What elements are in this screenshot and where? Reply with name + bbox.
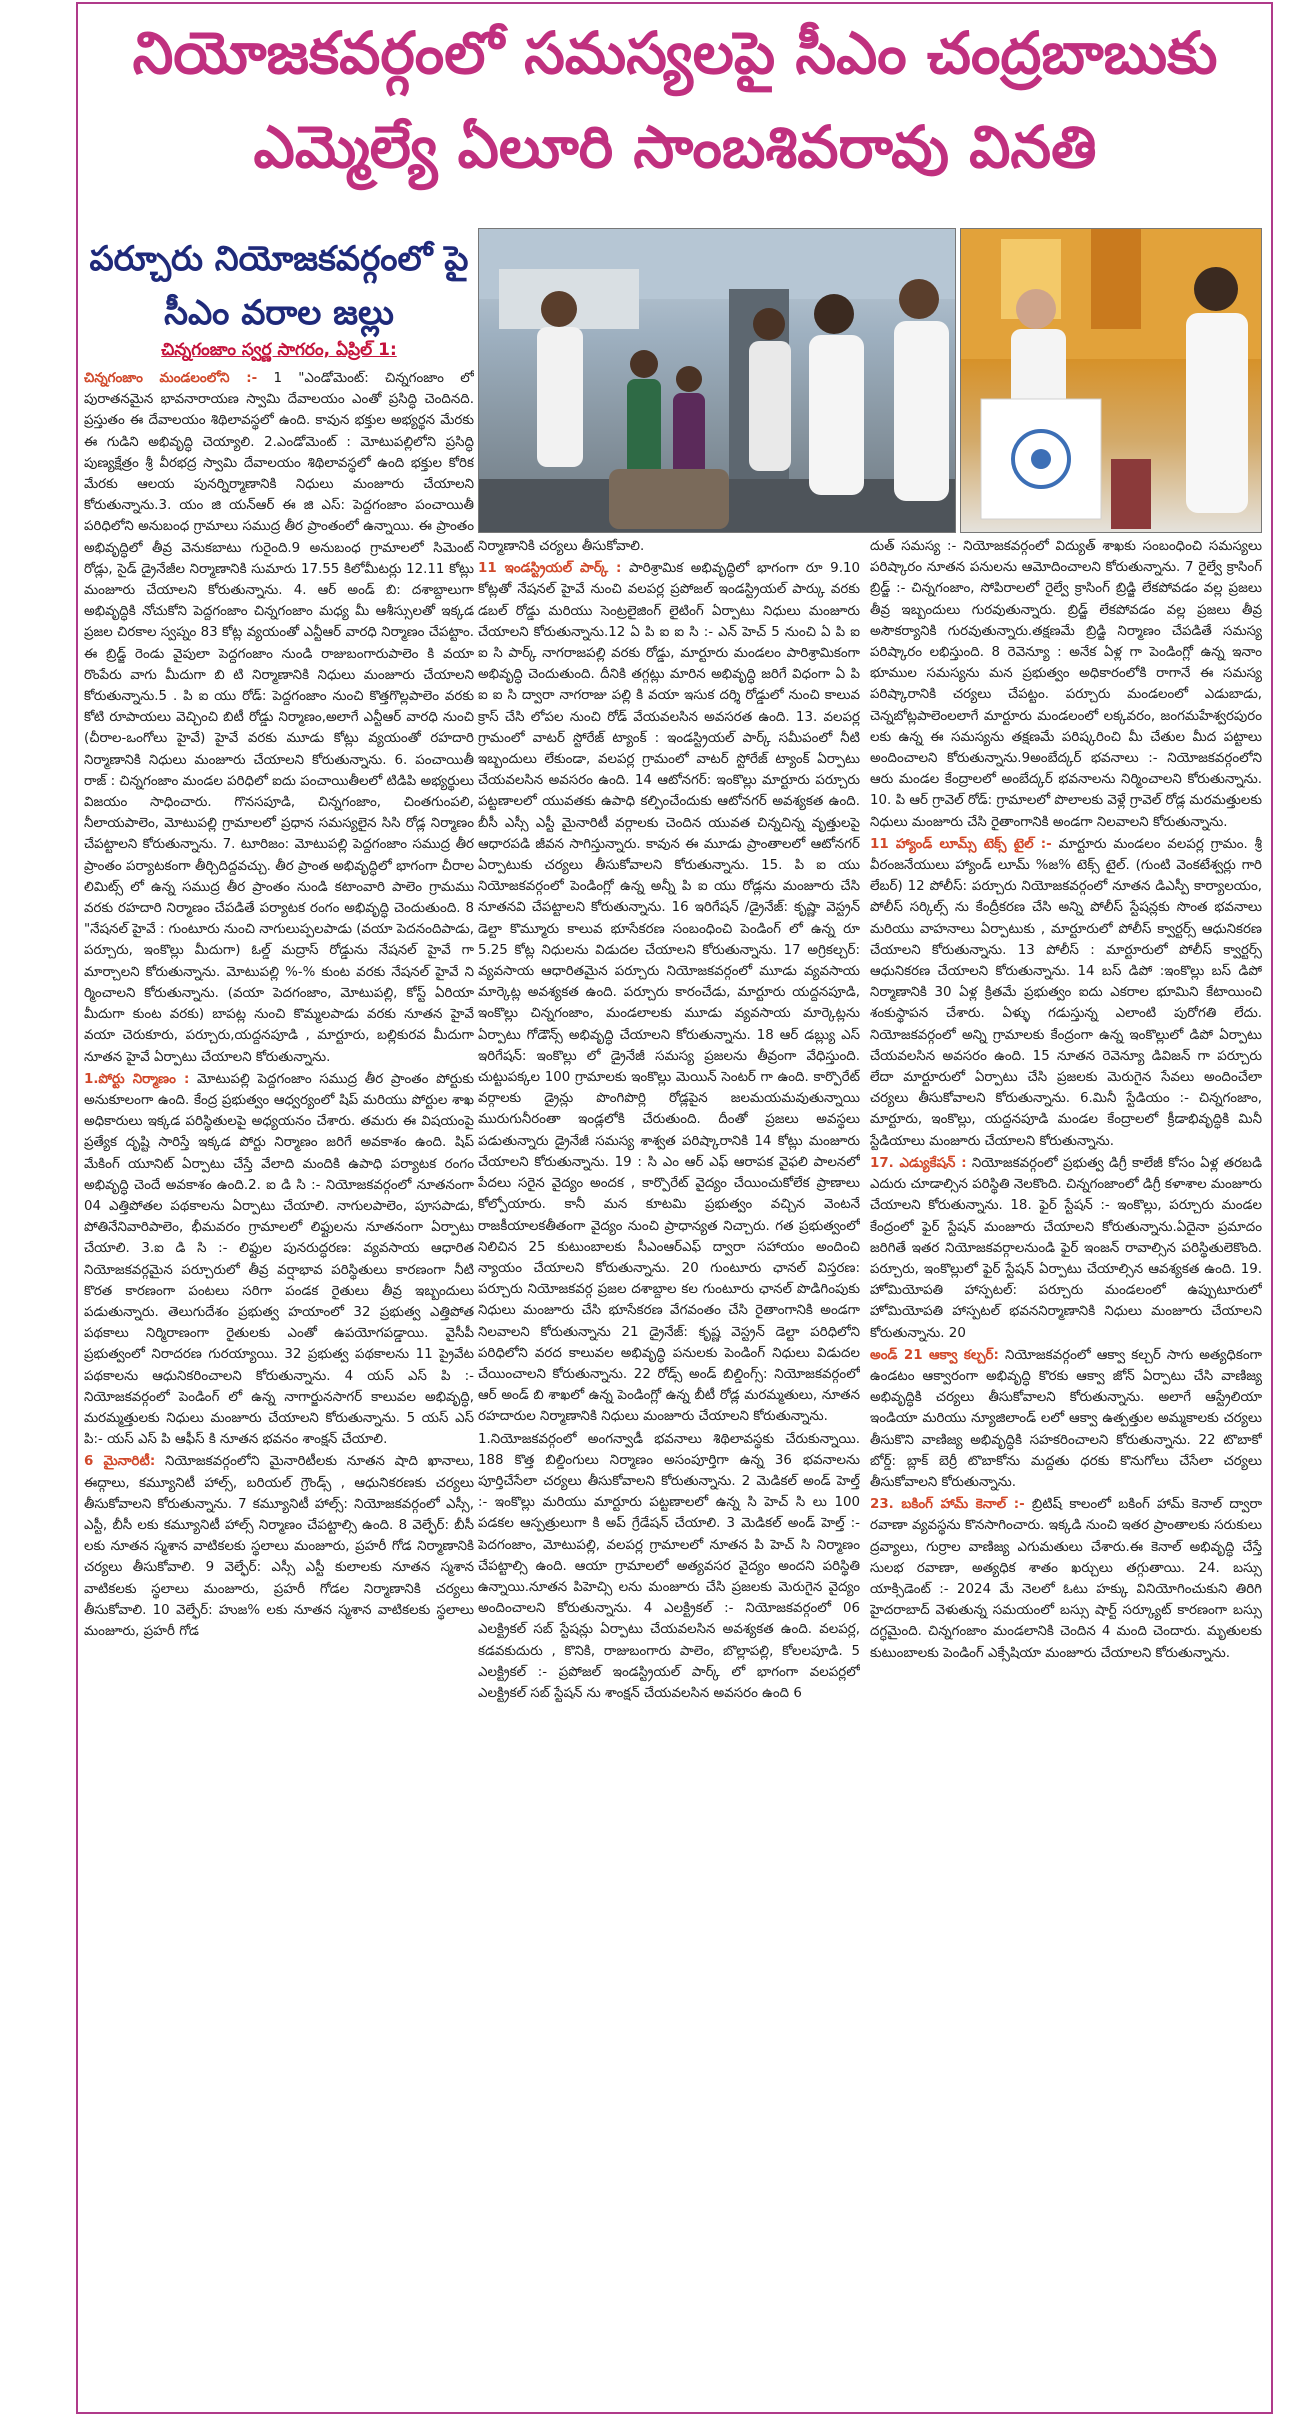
column1-lead-3: 6 మైనారిటీ: — [84, 1454, 156, 1470]
article-column-2 — [478, 536, 860, 2408]
column1-paragraph-3 — [84, 1451, 474, 1642]
article-column-3 — [870, 536, 1262, 2408]
column1-text-2: మోటుపల్లి పెద్దగంజాం సముద్ర తీర ప్రాంతం పోర్టుకు అనుకూలంగా ఉంది. కేంద్ర ప్రభుత్వం ఆధ్వర్యంలో షిప్ మరియు పోర్టుల శాఖ అధికారులు ఇక్కడ పరిస్థితులపై అధ్యయనం చేశారు. తమరు ఈ విషయంపై ప్రత్యేక దృష్టి సారిస్తే ఇక్కడ పోర్టు నిర్మాణం జరిగే అవకాశం ఉంది. షిప్ మేకింగ్ యూనిట్ ఏర్పాటు చేస్తే వేలాది మందికి ఉపాధి పర్యాటక రంగం అభివృద్ధి చెందే అవకాశం ఉంది.2. ఐ డి సి :- నియోజకవర్గంలో నూతనంగా 04 ఎత్తిపోతల పథకాలను ఏర్పాటు చేయాలి. నాగులపాలెం, పూసపాడు, పోతినేనివారిపాలెం, భీమవరం గ్రామాలలో లిఫ్టులను నూతనంగా ఏర్పాటు చేయాలి. 3.ఐ డి సి :- లిఫ్టుల పునరుద్ధరణ: వ్యవసాయ ఆధారిత నియోజకవర్గమైన పర్చూరులో తీవ్ర వర్షాభావ పరిస్థితులు కారణంగా నీటి కొరత కారణంగా పంటలు సరిగా పండక రైతులు తీవ్ర ఇబ్బందులు పడుతున్నారు. తెలుగుదేశం ప్రభుత్వ హయాంలో 32 ప్రభుత్వ ఎత్తిపోత పథకాలు నిర్మిరాణంగా రైతులకు ఎంతో ఉపయోగపడ్డాయి. వైసీపీ ప్రభుత్వంలో నిరాదరణ గురయ్యాయి. 32 ప్రభుత్వ పథకాలను 11 ప్రైవేట పథకాలను ఆధునికరించాలని కోరుతున్నాను. 4 యస్ ఎస్ పి :- నియోజకవర్గంలో పెండింగ్ లో ఉన్న నాగార్జునసాగర్ కాలువల అభివృద్ధి, మరమ్మత్తులకు నిధులు మంజూరు చేయాలని కోరుతున్నాను. 5 యస్ ఎస్ పి:- యస్ ఎస్ పి ఆఫీస్ కి నూతన భవనం శాంక్షన్ చేయాలి. — [84, 1071, 474, 1448]
column3-paragraph-2 — [870, 834, 1262, 1152]
column3-paragraph-3 — [870, 1153, 1262, 1344]
column3-text-4: నియోజకవర్గంలో ఆక్వా కల్చర్ సాగు అత్యధికంగా ఉండటం ఆక్వారంగా అభివృద్ధి కొరకు ఆక్వా జోన్ ఏర్పాటు చేసి వాణిజ్య అభివృద్ధికి చర్యలు తీసుకోవాలని కోరుతున్నాను. అలాగే ఆస్ట్రేలియా ఇండియా మరియు న్యూజిలాండ్ లలో ఆక్వా ఉత్పత్తుల అమ్మకాలకు చర్యలు తీసుకొని వాణిజ్య అభివృద్ధికి సహకరించాలని కోరుతున్నాను. 22 టొబాకో బోర్డ్: బ్లాక్ బెర్రీ టొబాకోను మద్దతు ధరకు కొనుగోలు చేసేలా చర్యలు తీసుకోవాలని కోరుతున్నాను. — [870, 1347, 1262, 1490]
column1-lead-2: 1.పోర్టు నిర్మాణం : — [84, 1071, 190, 1087]
headline — [80, 8, 1270, 190]
column3-paragraph-1: దుత్ సమస్య :- నియోజకవర్గంలో విద్యుత్ శాఖకు సంబంధించి సమస్యలు పరిష్కారం నూతన పనులను ఆమోదించాలని కోరుతున్నాను. 7 రైల్వే క్రాసింగ్ బ్రిడ్జ్ :- చిన్నగంజాం, సోపిరాలలో రైల్వే క్రాసింగ్ బ్రిడ్జి లేకపోవడం వల్ల ప్రజలు తీవ్ర ఇబ్బందులు గురవుతున్నారు. బ్రిడ్జ్ లేకపోవడం వల్ల ప్రజలు తీవ్ర అసౌకర్యానికి గురవుతున్నారు.తక్షణమే బ్రిడ్జి నిర్మాణం చేపడితే సమస్య పరిష్కారం లభిస్తుంది. 8 రెవెన్యూ : అనేక ఏళ్ల గా పెండింగ్లో ఉన్న ఇనాం భూముల సమస్యను మన ప్రభుత్వం అధికారంలోకి రాగానే ఈ సమస్య పరిష్కారానికి చర్యలు చేపట్టం. పర్చూరు మండలంలో ఎడుబాడు, చెన్నబోట్లపాలెంలలాగే మార్టూరు మండలంలో లక్కవరం, జంగమహేశ్వరపురం లకు ఉన్న ఈ సమస్యను తక్షణమే పరిష్కరించి మీ చేతుల మీద పట్టాలు అందించాలని కోరుతున్నాను.9అంబేద్కర్ భవనాలు :- నియోజకవర్గంలోని ఆరు మండల కేంద్రాలలో అంబేద్కర్ భవనాలను నిర్మించాలని కోరుతున్నాను. 10. పి ఆర్ గ్రావెల్ రోడ్: గ్రామాలలో పొలాలకు వెళ్లే గ్రావెల్ రోడ్ల మరమత్తులకు నిధులు మంజూరు చేసి రైతాంగానికి అండగా నిలవాలని కోరుతున్నాను. — [870, 539, 1262, 830]
column3-lead-4: అండ్ 21 ఆక్వా కల్చర్: — [870, 1347, 999, 1363]
column3-lead-3: 17. ఎడ్యుకేషన్ : — [870, 1155, 967, 1171]
headline-line-2: ఎమ్మెల్యే ఏలూరి సాంబశివరావు వినతి — [253, 113, 1097, 181]
article-column-1 — [84, 368, 474, 2408]
column3-lead-2: 11 హ్యాండ్ లూమ్స్ టెక్స్ టైల్ :- — [870, 836, 1052, 852]
dateline: చిన్నగంజాం స్వర్ణ సాగరం, ఏప్రిల్ 1: — [161, 340, 397, 360]
column3-lead-5: 23. బకింగ్ హామ్ కెనాల్ :- — [870, 1497, 1025, 1513]
subheadline — [84, 232, 474, 340]
column1-paragraph-1 — [84, 368, 474, 1068]
column3-paragraph-4 — [870, 1345, 1262, 1493]
subheadline-line-2: సీఎం వరాల జల్లు — [164, 293, 394, 333]
column3-text-2: మార్టూరు మండలం వలపర్ల గ్రామం. శ్రీ వీరంజనేయులు హ్యాండ్ లూమ్ %జ% టెక్స్ టైల్. (గుంటి వెంకటేశ్వర్లు గారి లేబర్) 12 పోలీస్: పర్చూరు నియోజకవర్గంలో నూతన డిఎస్పీ కార్యాలయం, పోలీస్ సర్కిల్స్ ను కేంద్రీకరణ చేసి అన్ని పోలీస్ స్టేషన్లకు సొంత భవనాలు మరియు వాహనాలు ఏర్పాటుకు , మార్టూరులో పోలీస్ క్వార్టర్స్ ఆధునికరణ చేయాలని కోరుతున్నాను. 13 పోలీస్ : మార్టూరులో పోలీస్ క్వార్టర్స్ ఆధునికరణ చేయాలని కోరుతున్నాను. 14 బస్ డిపో :ఇంకొల్లు బస్ డిపో నిర్మాణానికి 30 ఏళ్ల క్రితమే ప్రభుత్వం ఐదు ఎకరాల భూమిని కేటాయించి శంకుస్థాపన చేశారు. ఏళ్ళు గడుస్తున్న ఎలాంటి పురోగతి లేదు. నియోజకవర్గంలో అన్ని గ్రామాలకు కేంద్రంగా ఉన్న ఇంకొల్లులో డిపో ఏర్పాటు చేయవలసిన అవసరం ఉంది. 15 నూతన రెవెన్యూ డివిజన్ గా పర్చూరు లేదా మార్టూరులో ఏర్పాటు చేసి ప్రజలకు మెరుగైన సేవలు అందించేలా చర్యలు తీసుకోవాలని కోరుతున్నాను. 6.మినీ స్టేడియం :- చిన్నగంజాం, మార్టూరు, ఇంకొల్లు, యద్దనపూడి మండల కేంద్రాలలో క్రీడాభివృద్ధికి మినీ స్టేడియాలు మంజూరు చేయాలని కోరుతున్నాను. — [870, 836, 1262, 1149]
photo-icon — [479, 229, 956, 533]
column1-lead-1: చిన్నగంజాం మండలంలోని :- — [84, 371, 258, 386]
headline-line-1: నియోజకవర్గంలో సమస్యలపై సీఎం చంద్రబాబుకు — [132, 19, 1218, 87]
column3-text-5: బ్రిటిష్ కాలంలో బకింగ్ హామ్ కెనాల్ ద్వారా రవాణా వ్యవస్థను కొనసాగించారు. ఇక్కడి నుంచి ఇతర ప్రాంతాలకు సరుకులు ద్రవ్యాలు, గుర్రాల వాణిజ్య ఎగుమతులు చేశారు.ఈ కెనాల్ అభివృద్ధి చేస్తే సులభ రవాణా, అత్యధిక శాతం ఖర్చులు తగ్గుతాయి. 24. బస్సు యాక్సిడెంట్ :- 2024 మే నెలలో ఓటు హక్కు వినియోగించుకుని తిరిగి హైదరాబాద్ వెళుతున్న సమయంలో బస్సు షార్ట్ సర్క్యూట్ కారణంగా బస్సు దగ్ధమైంది. చిన్నగంజాం మండలానికి చెందిన 4 మంది చెందారు. మృతులకు కుటుంబాలకు పెండింగ్ ఎక్సేషియా మంజూరు చేయాలని కోరుతున్నాను. — [870, 1497, 1262, 1661]
column2-paragraph-1 — [478, 558, 860, 1427]
column3-paragraph-5 — [870, 1494, 1262, 1664]
column2-text-1: పారిశ్రామిక అభివృద్ధిలో భాగంగా రూ 9.10 కోట్లతో నేషనల్ హైవే నుంచి వలపర్ల ప్రపోజల్ ఇండస్ట్రియల్ పార్కు వరకు డబల్ రోడ్డు మరియు సెంట్రలైజింగ్ లైటింగ్ ఏర్పాటు నిధులు మంజూరు చేయాలని కోరుతున్నాను.12 ఏ పి ఐ ఐ సి :- ఎన్ హెచ్ 5 నుంచి ఏ పి ఐ ఐ సి పార్క్ నాగరాజపల్లి వరకు రోడ్డు, మార్టూరు మండలం పారిశ్రామికంగా అభివృద్ధి చెందుతుంది. దీనికి తగ్గట్లు మారిన అభివృద్ధి జరిగే విధంగా ఏ పి ఐ ఐ సి ద్వారా నాగరాజు పల్లి కి వయా ఇసుక దర్శి రోడ్డులో నుంచి కాలువ క్రాస్ చేసి లోపల నుంచి రోడ్ వేయవలసిన అవసరత ఉంది. 13. వలపర్ల గ్రామంలో వాటర్ స్టోరేజ్ ట్యాంక్ : ఇండస్ట్రియల్ పార్క్ సమీపంలో నీటి ఇబ్బందులు లేకుండా, వలపర్ల గ్రామంలో వాటర్ స్టోరేజ్ ట్యాంక్ ఏర్పాటు చేయవలసిన అవసరం ఉంది. 14 ఆటోనగర్: ఇంకొల్లు మార్టూరు పర్చూరు పట్టణాలలో యువతకు ఉపాధి కల్పించేందుకు ఆటోనగర్ అవశ్యకత ఉంది. బీసీ ఎస్సీ ఎస్టీ మైనారిటీ వర్గాలకు చెందిన యువత చిన్నచిన్న వృత్తులపై ఆధారపడి జీవన సాగిస్తున్నారు. కావున ఈ మూడు ప్రాంతాలలో ఆటోనగర్ ఏర్పాటుకు చర్యలు తీసుకోవాలని కోరుతున్నాను. 15. పి ఐ యు నియోజకవర్గంలో పెండింగ్లో ఉన్న అన్నీ పి ఐ యు రోడ్లను మంజూరు చేసి నూతనవి చేపట్టాలని కోరుతున్నాను. 16 ఇరిగేషన్ /డ్రైనేజ్: కృష్ణా వెస్ట్రన్ డెల్టా కొమ్మూరు కాలువ భూసేకరణ సంబంధించి పెండింగ్ లో ఉన్న రూ 5.25 కోట్ల నిధులను విడుదల చేయాలని కోరుతున్నాను. 17 అగ్రికల్చర్: వ్యవసాయ ఆధారితమైన పర్చూరు నియోజకవర్గంలో మూడు వ్యవసాయ మార్కెట్ల అవశ్యకత ఉంది. పర్చూరు కారంచేడు, మార్టూరు యద్దనపూడి, ఇంకొల్లు చిన్నగంజాం, మండలాలకు మూడు వ్యవసాయ మార్కెట్లను ఏర్పాటు గోడౌన్స్ అభివృద్ధి చేయాలని కోరుతున్నాను. 18 ఆర్ డబ్ల్యు ఎస్ ఇరిగేషన్: ఇంకొల్లు లో డ్రైనేజీ సమస్య ప్రజలను తీవ్రంగా వేధిస్తుంది. చుట్టుపక్కల 100 గ్రామాలకు ఇంకొల్లు మెయిన్ సెంటర్ గా ఉంది. కార్పొరేట్ వర్గాలకు డ్రైన్లు పొంగిపొర్లి రోడ్లపైన జలమయమవుతున్నాయి మురుగునీరంతా ఇండ్లలోకి చేరుతుంది. దీంతో ప్రజలు అవస్థలు పడుతున్నారు డ్రైనేజీ సమస్య శాశ్వత పరిష్కారానికి 14 కోట్లు మంజూరు చేయాలని కోరుతున్నాను. 19 : సి ఎం ఆర్ ఎఫ్ ఆరాపక వైఫలి పాలనలో పేదలు సరైన వైద్యం అందక , కార్పొరేట్ వైద్యం చేయించుకోలేక ప్రాణాలు కోల్పోయారు. కానీ మన కూటమి ప్రభుత్వం వచ్చిన వెంటనే రాజకీయాలకతీతంగా వైద్యం నుంచి ప్రాధాన్యత నిచ్చారు. గత ప్రభుత్వంలో నిలిచిన 25 కుటుంబాలకు సీఎంఆర్ఎఫ్ ద్వారా సహాయం అందించి న్యాయం చేయాలని కోరుతున్నాను. 20 గుంటూరు ఛానల్ విస్తరణ: పర్చూరు నియోజకవర్గ ప్రజల దశాబ్దాల కల గుంటూరు ఛానల్ పొడిగింపుకు నిధులు మంజూరు చేసి భూసేకరణ వేగవంతం చేసి రైతాంగానికి అండగా నిలవాలని కోరుతున్నాను 21 డ్రైనేజ్: కృష్ణ వెస్ట్రన్ డెల్టా పరిధిలోని పరిధిలోని వరద కాలువల అభివృద్ధి పనులకు పెండింగ్ నిధులు విడుదల చేయించాలని కోరుతున్నాను. 22 రోడ్స్ అండ్ బిల్డింగ్స్: నియోజకవర్గంలో ఆర్ అండ్ బి శాఖలో ఉన్న పెండింగ్లో ఉన్న బీటీ రోడ్ల మరమ్మతులు, నూతన రహదారుల నిర్మాణానికి నిధులు మంజూరు చేయాలని కోరుతున్నాను. — [478, 561, 860, 1425]
photo-visit — [478, 228, 956, 533]
photo-stage — [960, 228, 1262, 533]
column1-text-3: నియోజకవర్గంలోని మైనారిటీలకు నూతన షాది ఖానాలు, ఈద్గాలు, కమ్యూనిటీ హాల్స్, బరియల్ గ్రౌండ్స్ , ఆధునికరణకు చర్యలు తీసుకోవాలని కోరుతున్నాను. 7 కమ్యూనిటీ హాల్స్: నియోజకవర్గంలో ఎస్సీ, ఎస్టీ, బీసీ లకు కమ్యూనిటీ హాల్స్ నిర్మాణం చేపట్టాల్సి ఉంది. 8 వెల్ఫేర్: బీసీ లకు నూతన స్మశాన వాటికలకు స్థలాలు మంజూరు, ప్రహరీ గోడ నిర్మాణానికి చర్యలు తీసుకోవాలి. 9 వెల్ఫేర్: ఎస్సీ ఎస్టీ కులాలకు నూతన స్మశాన వాటికలకు స్థలాలు మంజూరు, ప్రహరీ గోడల నిర్మాణానికి చర్యలు తీసుకోవాలి. 10 వెల్ఫేర్: హుజ% లకు నూతన స్మశాన వాటికలకు స్థలాలు మంజూరు, ప్రహరీ గోడ — [84, 1454, 474, 1639]
column2-lead-1: 11 ఇండస్ట్రియల్ పార్క్ : — [478, 561, 622, 577]
column3-text-3: నియోజకవర్గంలో ప్రభుత్వ డిగ్రీ కాలేజీ కోసం ఏళ్ల తరబడి ఎదురు చూడాల్సిన పరిస్థితి నెలకొంది. చిన్నగంజాంలో డిగ్రీ కళాశాల మంజూరు చేయాలని కోరుతున్నాను. 18. ఫైర్ స్టేషన్ :- ఇంకొల్లు, పర్చూరు మండల కేంద్రంలో ఫైర్ స్టేషన్ మంజూరు చేయాలని కోరుతున్నాను.ఏదైనా ప్రమాదం జరిగితే ఇతర నియోజకవర్గాలనుండి ఫైర్ ఇంజన్ రావాల్సిన పరిస్థితులెకొంది. పర్చూరు, ఇంకొల్లులో ఫైర్ స్టేషన్ ఏర్పాటు చేయాల్సిన ఆవశ్యకత ఉంది. 19. హోమియోపతి హాస్పటల్: పర్చూరు మండలంలో ఉప్పుటూరులో హోమియోపతి హాస్పటల్ భవననిర్మాణానికి నిధులు మంజూరు చేయాలని కోరుతున్నాను. 20 — [870, 1155, 1262, 1341]
photo-icon — [961, 229, 1262, 533]
column2-paragraph-0: నిర్మాణానికి చర్యలు తీసుకోవాలి. — [478, 539, 645, 554]
subheadline-line-1: పర్చూరు నియోజకవర్గంలో పై — [89, 239, 469, 279]
column2-paragraph-2: 1.నియోజకవర్గంలో అంగన్వాడీ భవనాలు శిథిలావస్థకు చేరుకున్నాయి. 188 కొత్త బిల్డింగులు నిర్మాణం అసంపూర్తిగా ఉన్న 36 భవనాలను పూర్తిచేసేలా చర్యలు తీసుకోవాలని కోరుతున్నాను. 2 మెడికల్ అండ్ హెల్త్ :- ఇంకొల్లు మరియు మార్టూరు పట్టణాలలో ఉన్న సి హెచ్ సి లు 100 పడకల ఆస్పత్రులుగా కి అప్ గ్రేడేషన్ చేయాలి. 3 మెడికల్ అండ్ హెల్త్ :- పెదగంజాం, మోటుపల్లి, వలపర్ల గ్రామాలలో నూతన పి హెచ్ సి నిర్మాణం చేపట్టాల్సి ఉంది. ఆయా గ్రామాలలో అత్యవసర వైద్యం అందని పరిస్థితి ఉన్నాయి.నూతన పిహెచ్సి లను మంజూరు చేసి ప్రజలకు మెరుగైన వైద్యం అందించాలని కోరుతున్నాను. 4 ఎలక్ట్రికల్ :- నియోజకవర్గంలో 06 ఎలక్ట్రికల్ సబ్ స్టేషన్లు ఏర్పాటు చేయవలసిన అవశ్యకత ఉంది. వలపర్ల, కడవకుదురు , కొనికి, రాజుబంగారు పాలెం, బొల్లాపల్లి, కోలలపూడి. 5 ఎలక్ట్రికల్ :- ప్రపోజల్ ఇండస్ట్రియల్ పార్క్ లో భాగంగా వలపర్లలో ఎలక్ట్రికల్ సబ్ స్టేషన్ ను శాంక్షన్ చేయవలసిన అవసరం ఉంది 6 — [478, 1431, 860, 1701]
column1-paragraph-2 — [84, 1069, 474, 1451]
column1-text-1: 1 "ఎండోమెంట్: చిన్నగంజాం లో పురాతనమైన భావనారాయణ స్వామి దేవాలయం ఎంతో ప్రసిద్ధి చెందినది. ప్రస్తుతం ఈ దేవాలయం శిథిలావస్థలో ఉంది. కావున భక్తుల అభ్యర్థన మేరకు ఈ గుడిని అభివృద్ధి చెయ్యాలి. 2.ఎండోమెంట్ : మోటుపల్లిలోని ప్రసిద్ధి పుణ్యక్షేత్రం శ్రీ వీరభద్ర స్వామి దేవాలయం శిథిలావస్థలో ఉంది భక్తుల కోరిక మేరకు ఆలయ పునర్నిర్మాణానికి నిధులు మంజూరు చేయాలని కోరుతున్నాను.3. యం జి యన్ఆర్ ఈ జి ఎస్: పెద్దగంజాం పంచాయితీ పరిధిలోని అనుబంధ గ్రామాలు సముద్ర తీర ప్రాంతంలో ఉన్నాయి. ఈ ప్రాంతం అభివృద్ధిలో తీవ్ర వెనుకబాటు గురైంది.9 అనుబంధ గ్రామాలలో సిమెంట్ రోడ్లు, సైడ్ డ్రైనేజీల నిర్మాణానికి సుమారు 17.55 కిలోమీటర్లు 12.11 కోట్లు మంజూరు చేయాలని కోరుతున్నాను. 4. ఆర్ అండ్ బి: దశాబ్దాలుగా అభివృద్ధికి నోచుకోని పెద్దగంజాం చిన్నగంజాం మధ్య మీ ఆశీస్సులతో ఇక్కడ ప్రజల చిరకాల స్వప్నం 83 కోట్ల వ్యయంతో ఎన్టీఆర్ వారధి నిర్మాణం చేపట్టాం. ఈ బ్రిడ్జ్ రెండు వైపులా పెద్దగంజాం నుండి రాజుబంగారుపాలెం కి వయా రొంపేరు వాగు మీదుగా బి టి నిర్మాణానికి నిధులు మంజూరు చేయాలని కోరుతున్నాను.5 . పి ఐ యు రోడ్: పెద్దగంజాం నుంచి కొత్తగొల్లపాలెం వరకు కోటి రూపాయలు వెచ్చించి బిటీ రోడ్డు నిర్మాణం,అలాగే ఎన్టీఆర్ వారధి నుంచి (చీరాల-ఒంగోలు హైవే) హైవే వరకు మూడు కోట్లు వ్యయంతో రహదారి నిర్మాణానికి నిధులు మంజూరు చేయాలని కోరుతున్నాను. 6. పంచాయితీ రాజ్ : చిన్నగంజాం మండల పరిధిలో ఐదు పంచాయితీలలో టిడిపి అభ్యర్థులు విజయం సాధించారు. గొనసపూడి, చిన్నగంజాం, చింతగుంపలి, నీలాయపాలెం, మోటుపల్లి గ్రామాలలో ప్రధాన సమస్యలైన సిసి రోడ్ల నిర్మాణం చేపట్టాలని కోరుతున్నాను. 7. టూరిజం: మోటుపల్లి పెద్దగంజాం సముద్ర తీర ప్రాంతం పర్యాటకంగా తీర్చిదిద్దవచ్చు. తీర ప్రాంత అభివృద్ధిలో భాగంగా చీరాల లిమిట్స్ లో ఉన్న సముద్ర తీర ప్రాంతం నుండి కటాంవారి పాలెం గ్రామము వరకు రహదారి నిర్మాణం చేపడితే పర్యాటక రంగం అభివృద్ధి చెందుతుంది. 8 "నేషనల్ హైవే : గుంటూరు నుంచి నాగులుప్పలపాడు (వయా పెదనందిపాడు, పర్చూరు, ఇంకొల్లు మీదుగా) ఓల్డ్ మద్రాస్ రోడ్డును నేషనల్ హైవే గా మార్చాలని కోరుతున్నాను. మోటుపల్లి %-% కుంట వరకు నేషనల్ హైవే ని ర్మించాలని కోరుతున్నాను. (వయా పెదగంజాం, మోటుపల్లి, కోస్ట్ ఏరియా మీదుగా కుంట వరకు) బాపట్ల నుంచి కొమ్మలపాడు వరకు నూతన హైవే వయా చెరుకూరు, పర్చూరు,యద్దనపూడి , మార్టూరు, బల్లికురవ మీదుగా నూతన హైవే ఏర్పాటు చేయాలని కోరుతున్నాను. — [84, 371, 474, 1065]
